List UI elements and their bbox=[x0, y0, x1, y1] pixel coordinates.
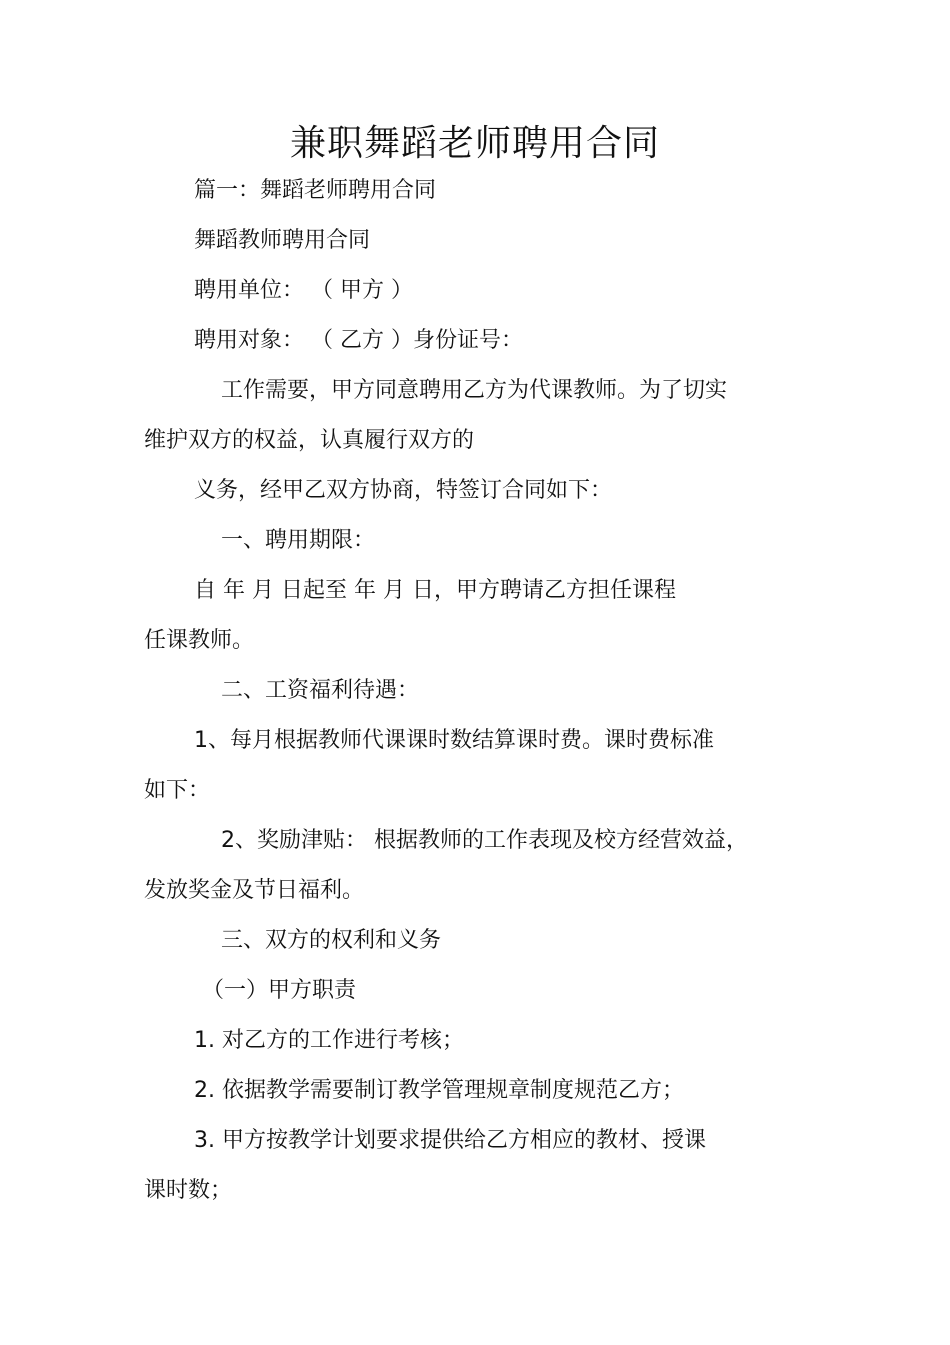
preamble-line-1: 工作需要，甲方同意聘用乙方为代课教师。为了切实 bbox=[221, 378, 728, 403]
duty-item-3-line-2: 课时数； bbox=[144, 1178, 233, 1203]
document-title: 兼职舞蹈老师聘用合同 bbox=[289, 123, 660, 164]
clause-heading-salary: 二、工资福利待遇： bbox=[221, 678, 420, 703]
duty-item-2: 2. 依据教学需要制订教学管理规章制度规范乙方； bbox=[194, 1078, 684, 1103]
employer-line: 聘用单位： （ 甲方 ） bbox=[194, 278, 413, 303]
clause-heading-term: 一、聘用期限： bbox=[221, 528, 376, 553]
salary-item-2-line-1: 2、奖励津贴： 根据教师的工作表现及校方经营效益， bbox=[221, 828, 748, 853]
term-line-2: 任课教师。 bbox=[144, 628, 255, 653]
duty-item-3-line-1: 3. 甲方按教学计划要求提供给乙方相应的教材、授课 bbox=[194, 1128, 706, 1153]
salary-item-2-line-2: 发放奖金及节日福利。 bbox=[144, 878, 365, 903]
section-heading-1: 篇一：舞蹈老师聘用合同 bbox=[194, 178, 437, 203]
salary-item-1-line-2: 如下： bbox=[144, 778, 211, 803]
employee-line: 聘用对象： （ 乙方 ）身份证号： bbox=[194, 328, 523, 353]
duty-item-1: 1. 对乙方的工作进行考核； bbox=[194, 1028, 464, 1053]
clause-heading-rights: 三、双方的权利和义务 bbox=[221, 928, 442, 953]
term-line-1: 自 年 月 日起至 年 月 日，甲方聘请乙方担任课程 bbox=[194, 578, 676, 603]
salary-item-1-line-1: 1、每月根据教师代课课时数结算课时费。课时费标准 bbox=[194, 728, 714, 753]
party-a-duties-heading: （一）甲方职责 bbox=[202, 978, 357, 1003]
preamble-line-2: 维护双方的权益，认真履行双方的 bbox=[144, 428, 475, 453]
preamble-line-3: 义务，经甲乙双方协商，特签订合同如下： bbox=[194, 478, 613, 503]
contract-subtitle: 舞蹈教师聘用合同 bbox=[194, 228, 371, 253]
